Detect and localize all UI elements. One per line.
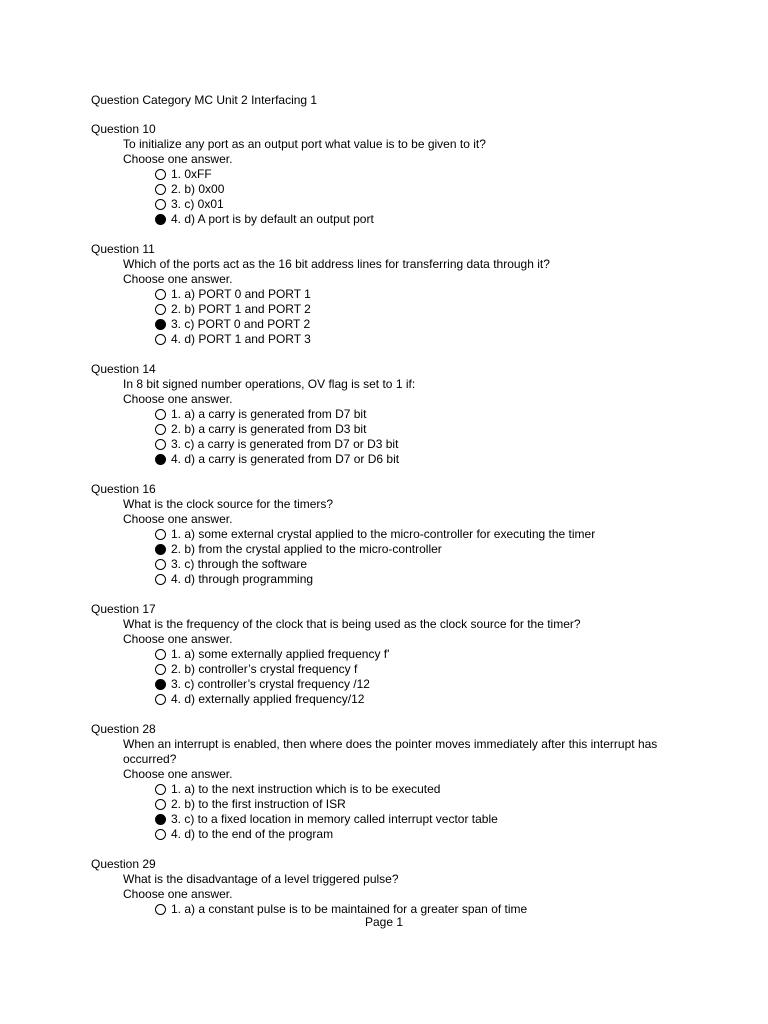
answer-option-text: 1. 0xFF xyxy=(171,167,212,181)
question-label: Question 10 xyxy=(91,122,156,136)
answer-option-text: 3. c) 0x01 xyxy=(171,197,224,211)
answer-option-text: 4. d) externally applied frequency/12 xyxy=(171,692,365,706)
radio-unselected-icon[interactable] xyxy=(155,694,166,705)
question-label: Question 16 xyxy=(91,482,156,496)
choose-one-answer-label: Choose one answer. xyxy=(123,272,233,286)
answer-option-text: 3. c) controller’s crystal frequency /12 xyxy=(171,677,370,691)
question-block xyxy=(91,857,711,917)
answer-option[interactable] xyxy=(155,182,711,197)
answer-option-text: 4. d) a carry is generated from D7 or D6 bit xyxy=(171,452,400,466)
answer-option[interactable] xyxy=(155,452,711,467)
question-block xyxy=(91,722,711,842)
radio-unselected-icon[interactable] xyxy=(155,799,166,810)
answer-option[interactable] xyxy=(155,167,711,182)
answer-option[interactable] xyxy=(155,692,711,707)
answer-option[interactable] xyxy=(155,197,711,212)
answer-option[interactable] xyxy=(155,647,711,662)
answer-option-text: 2. b) to the first instruction of ISR xyxy=(171,797,346,811)
answer-option-text: 2. b) controller’s crystal frequency f xyxy=(171,662,358,676)
answer-option[interactable] xyxy=(155,797,711,812)
question-block xyxy=(91,602,711,707)
question-block xyxy=(91,122,711,227)
choose-one-answer-label: Choose one answer. xyxy=(123,632,233,646)
question-label: Question 11 xyxy=(91,242,155,256)
choose-one-answer-label: Choose one answer. xyxy=(123,392,233,406)
page-number: Page 1 xyxy=(364,915,404,929)
answer-option[interactable] xyxy=(155,332,711,347)
answer-option[interactable] xyxy=(155,287,711,302)
radio-selected-icon[interactable] xyxy=(155,454,166,465)
choose-one-answer-label: Choose one answer. xyxy=(123,887,233,901)
question-text: What is the disadvantage of a level triggered pulse? xyxy=(123,872,399,886)
radio-selected-icon[interactable] xyxy=(155,679,166,690)
question-text: To initialize any port as an output port what value is to be given to it? xyxy=(123,137,486,151)
answer-option[interactable] xyxy=(155,542,711,557)
answer-option[interactable] xyxy=(155,782,711,797)
question-label: Question 28 xyxy=(91,722,156,736)
answer-option-text: 4. d) to the end of the program xyxy=(171,827,334,841)
answer-option[interactable] xyxy=(155,662,711,677)
answer-option[interactable] xyxy=(155,572,711,587)
radio-unselected-icon[interactable] xyxy=(155,664,166,675)
answer-option[interactable] xyxy=(155,827,711,842)
question-block xyxy=(91,242,711,347)
radio-unselected-icon[interactable] xyxy=(155,334,166,345)
answer-option-text: 1. a) some external crystal applied to the micro-controller for executing the timer xyxy=(171,527,596,541)
answer-option-text: 1. a) to the next instruction which is to be executed xyxy=(171,782,441,796)
question-category-heading: Question Category MC Unit 2 Interfacing 1 xyxy=(91,93,318,107)
choose-one-answer-label: Choose one answer. xyxy=(123,512,233,526)
radio-selected-icon[interactable] xyxy=(155,319,166,330)
radio-selected-icon[interactable] xyxy=(155,214,166,225)
radio-unselected-icon[interactable] xyxy=(155,199,166,210)
radio-selected-icon[interactable] xyxy=(155,814,166,825)
answer-option-text: 1. a) PORT 0 and PORT 1 xyxy=(171,287,311,301)
question-label: Question 17 xyxy=(91,602,156,616)
question-block xyxy=(91,362,711,467)
answer-option-text: 3. c) PORT 0 and PORT 2 xyxy=(171,317,311,331)
question-label: Question 29 xyxy=(91,857,156,871)
answer-option[interactable] xyxy=(155,812,711,827)
choose-one-answer-label: Choose one answer. xyxy=(123,767,233,781)
radio-unselected-icon[interactable] xyxy=(155,904,166,915)
radio-unselected-icon[interactable] xyxy=(155,289,166,300)
answer-option-text: 2. b) PORT 1 and PORT 2 xyxy=(171,302,311,316)
radio-unselected-icon[interactable] xyxy=(155,559,166,570)
radio-unselected-icon[interactable] xyxy=(155,649,166,660)
question-list xyxy=(91,122,711,932)
question-text: What is the clock source for the timers? xyxy=(123,497,334,511)
radio-unselected-icon[interactable] xyxy=(155,439,166,450)
answer-option[interactable] xyxy=(155,317,711,332)
answer-option-text: 2. b) from the crystal applied to the micro-controller xyxy=(171,542,442,556)
answer-option-text: 2. b) 0x00 xyxy=(171,182,225,196)
radio-unselected-icon[interactable] xyxy=(155,184,166,195)
answer-option[interactable] xyxy=(155,422,711,437)
radio-unselected-icon[interactable] xyxy=(155,169,166,180)
question-block xyxy=(91,482,711,587)
question-text: When an interrupt is enabled, then where does the pointer moves immediately after this interrupt has occurred? xyxy=(123,737,658,766)
answer-option-text: 4. d) A port is by default an output port xyxy=(171,212,374,226)
answer-option-text: 1. a) some externally applied frequency f' xyxy=(171,647,390,661)
radio-unselected-icon[interactable] xyxy=(155,574,166,585)
radio-unselected-icon[interactable] xyxy=(155,424,166,435)
choose-one-answer-label: Choose one answer. xyxy=(123,152,233,166)
answer-option-text: 1. a) a constant pulse is to be maintained for a greater span of time xyxy=(171,902,528,916)
answer-option-text: 4. d) through programming xyxy=(171,572,314,586)
answer-option-text: 3. c) through the software xyxy=(171,557,308,571)
answer-option-text: 4. d) PORT 1 and PORT 3 xyxy=(171,332,311,346)
answer-option[interactable] xyxy=(155,407,711,422)
answer-option-text: 1. a) a carry is generated from D7 bit xyxy=(171,407,367,421)
answer-option[interactable] xyxy=(155,527,711,542)
answer-option[interactable] xyxy=(155,437,711,452)
answer-option-text: 3. c) a carry is generated from D7 or D3 bit xyxy=(171,437,399,451)
radio-unselected-icon[interactable] xyxy=(155,784,166,795)
answer-option[interactable] xyxy=(155,557,711,572)
radio-unselected-icon[interactable] xyxy=(155,829,166,840)
answer-option[interactable] xyxy=(155,212,711,227)
radio-unselected-icon[interactable] xyxy=(155,409,166,420)
question-text: In 8 bit signed number operations, OV flag is set to 1 if: xyxy=(123,377,416,391)
radio-unselected-icon[interactable] xyxy=(155,304,166,315)
radio-selected-icon[interactable] xyxy=(155,544,166,555)
answer-option-text: 3. c) to a fixed location in memory called interrupt vector table xyxy=(171,812,498,826)
question-text: What is the frequency of the clock that is being used as the clock source for the timer? xyxy=(123,617,581,631)
question-text: Which of the ports act as the 16 bit address lines for transferring data through it? xyxy=(123,257,550,271)
answer-option-text: 2. b) a carry is generated from D3 bit xyxy=(171,422,367,436)
answer-option[interactable] xyxy=(155,677,711,692)
answer-option[interactable] xyxy=(155,302,711,317)
question-label: Question 14 xyxy=(91,362,156,376)
radio-unselected-icon[interactable] xyxy=(155,529,166,540)
